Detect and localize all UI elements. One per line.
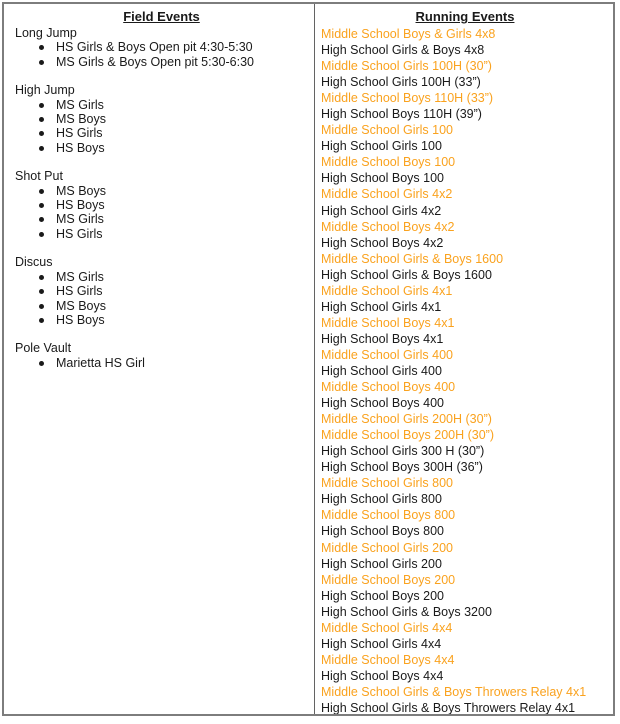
field-event-item: MS Girls [15,98,308,112]
running-event-item: High School Boys 300H (36”) [321,460,483,475]
running-event-item: High School Boys 400 [321,396,444,411]
field-event-item: MS Girls & Boys Open pit 5:30-6:30 [15,55,308,69]
field-event-item: HS Girls [15,227,308,241]
field-event-group [15,169,308,241]
running-event-item: Middle School Boys 4x2 [321,219,455,234]
running-event-item: Middle School Boys 4x4 [321,652,455,667]
running-event-item: Middle School Girls 4x2 [321,187,453,202]
running-events-column [315,4,613,714]
running-event-item: Middle School Girls 4x4 [321,620,453,635]
running-event-item: Middle School Girls 400 [321,347,454,362]
field-event-item: HS Boys [15,198,308,212]
running-event-item: High School Boys 100 [321,171,444,186]
running-event-item: High School Girls 200 [321,556,442,571]
running-event-item: High School Girls 400 [321,363,442,378]
field-event-name: Discus [15,255,53,270]
field-event-name: Pole Vault [15,341,72,356]
running-event-item: High School Boys 4x2 [321,235,444,250]
running-event-item: Middle School Boys 800 [321,508,456,523]
running-event-item: Middle School Boys 400 [321,380,456,395]
field-event-item: HS Girls & Boys Open pit 4:30-5:30 [15,40,308,54]
running-event-item: High School Girls 300 H (30”) [321,444,485,459]
running-event-item: Middle School Girls 800 [321,476,454,491]
field-event-item: MS Boys [15,184,308,198]
running-event-item: High School Girls 4x1 [321,299,442,314]
running-event-item: Middle School Girls 100H (30”) [321,59,492,74]
running-event-item: High School Girls 4x4 [321,636,442,651]
field-event-name: Shot Put [15,169,63,184]
field-event-items [15,356,308,370]
running-event-item: High School Girls & Boys 1600 [321,267,492,282]
running-event-item: Middle School Boys 110H (33”) [321,91,494,106]
running-event-item: High School Boys 4x1 [321,331,444,346]
field-event-items [15,184,308,242]
running-event-item: High School Girls & Boys 4x8 [321,43,485,58]
running-event-item: High School Girls 4x2 [321,203,442,218]
field-events-column [4,4,315,714]
field-event-items [15,40,308,69]
running-event-item: High School Girls 100H (33”) [321,75,481,90]
running-event-item: Middle School Girls & Boys Throwers Relay 4x1 [321,684,587,699]
running-event-item: Middle School Girls 4x1 [321,283,453,298]
field-event-item: MS Girls [15,212,308,226]
field-event-group [15,255,308,327]
events-table [2,2,615,716]
running-event-item: Middle School Boys 100 [321,155,456,170]
field-events-title: Field Events [123,9,200,24]
running-event-item: Middle School Girls 100 [321,123,454,138]
running-event-item: High School Boys 200 [321,588,444,603]
running-event-item: Middle School Girls 200H (30”) [321,412,492,427]
field-events-list [15,26,308,370]
field-event-item: HS Girls [15,284,308,298]
running-event-item: Middle School Boys & Girls 4x8 [321,27,496,41]
field-event-group [15,83,308,155]
field-event-item: HS Boys [15,313,308,327]
running-event-item: High School Boys 110H (39”) [321,107,482,122]
field-event-item: MS Boys [15,112,308,126]
field-event-group [15,26,308,69]
running-event-item: Middle School Boys 200 [321,572,456,587]
running-event-item: Middle School Boys 4x1 [321,315,455,330]
running-event-item: High School Girls & Boys Throwers Relay 4x1 [321,700,576,715]
field-event-group [15,341,308,370]
running-event-item: High School Girls 800 [321,492,442,507]
field-event-item: HS Girls [15,126,308,140]
running-event-item: Middle School Girls 200 [321,540,454,555]
running-event-item: High School Girls 100 [321,139,442,154]
running-event-item: Middle School Boys 200H (30”) [321,428,494,443]
running-event-item: High School Girls & Boys 3200 [321,604,492,619]
field-event-item: MS Boys [15,299,308,313]
running-event-item: High School Boys 800 [321,524,444,539]
field-event-items [15,98,308,156]
running-event-item: High School Boys 4x4 [321,668,444,683]
running-events-list [321,26,609,716]
field-event-item: Marietta HS Girl [15,356,308,370]
field-event-item: HS Boys [15,141,308,155]
field-event-name: Long Jump [15,26,77,40]
field-event-item: MS Girls [15,270,308,284]
field-event-name: High Jump [15,83,75,98]
field-event-items [15,270,308,328]
running-event-item: Middle School Girls & Boys 1600 [321,251,504,266]
running-events-title: Running Events [415,9,515,24]
